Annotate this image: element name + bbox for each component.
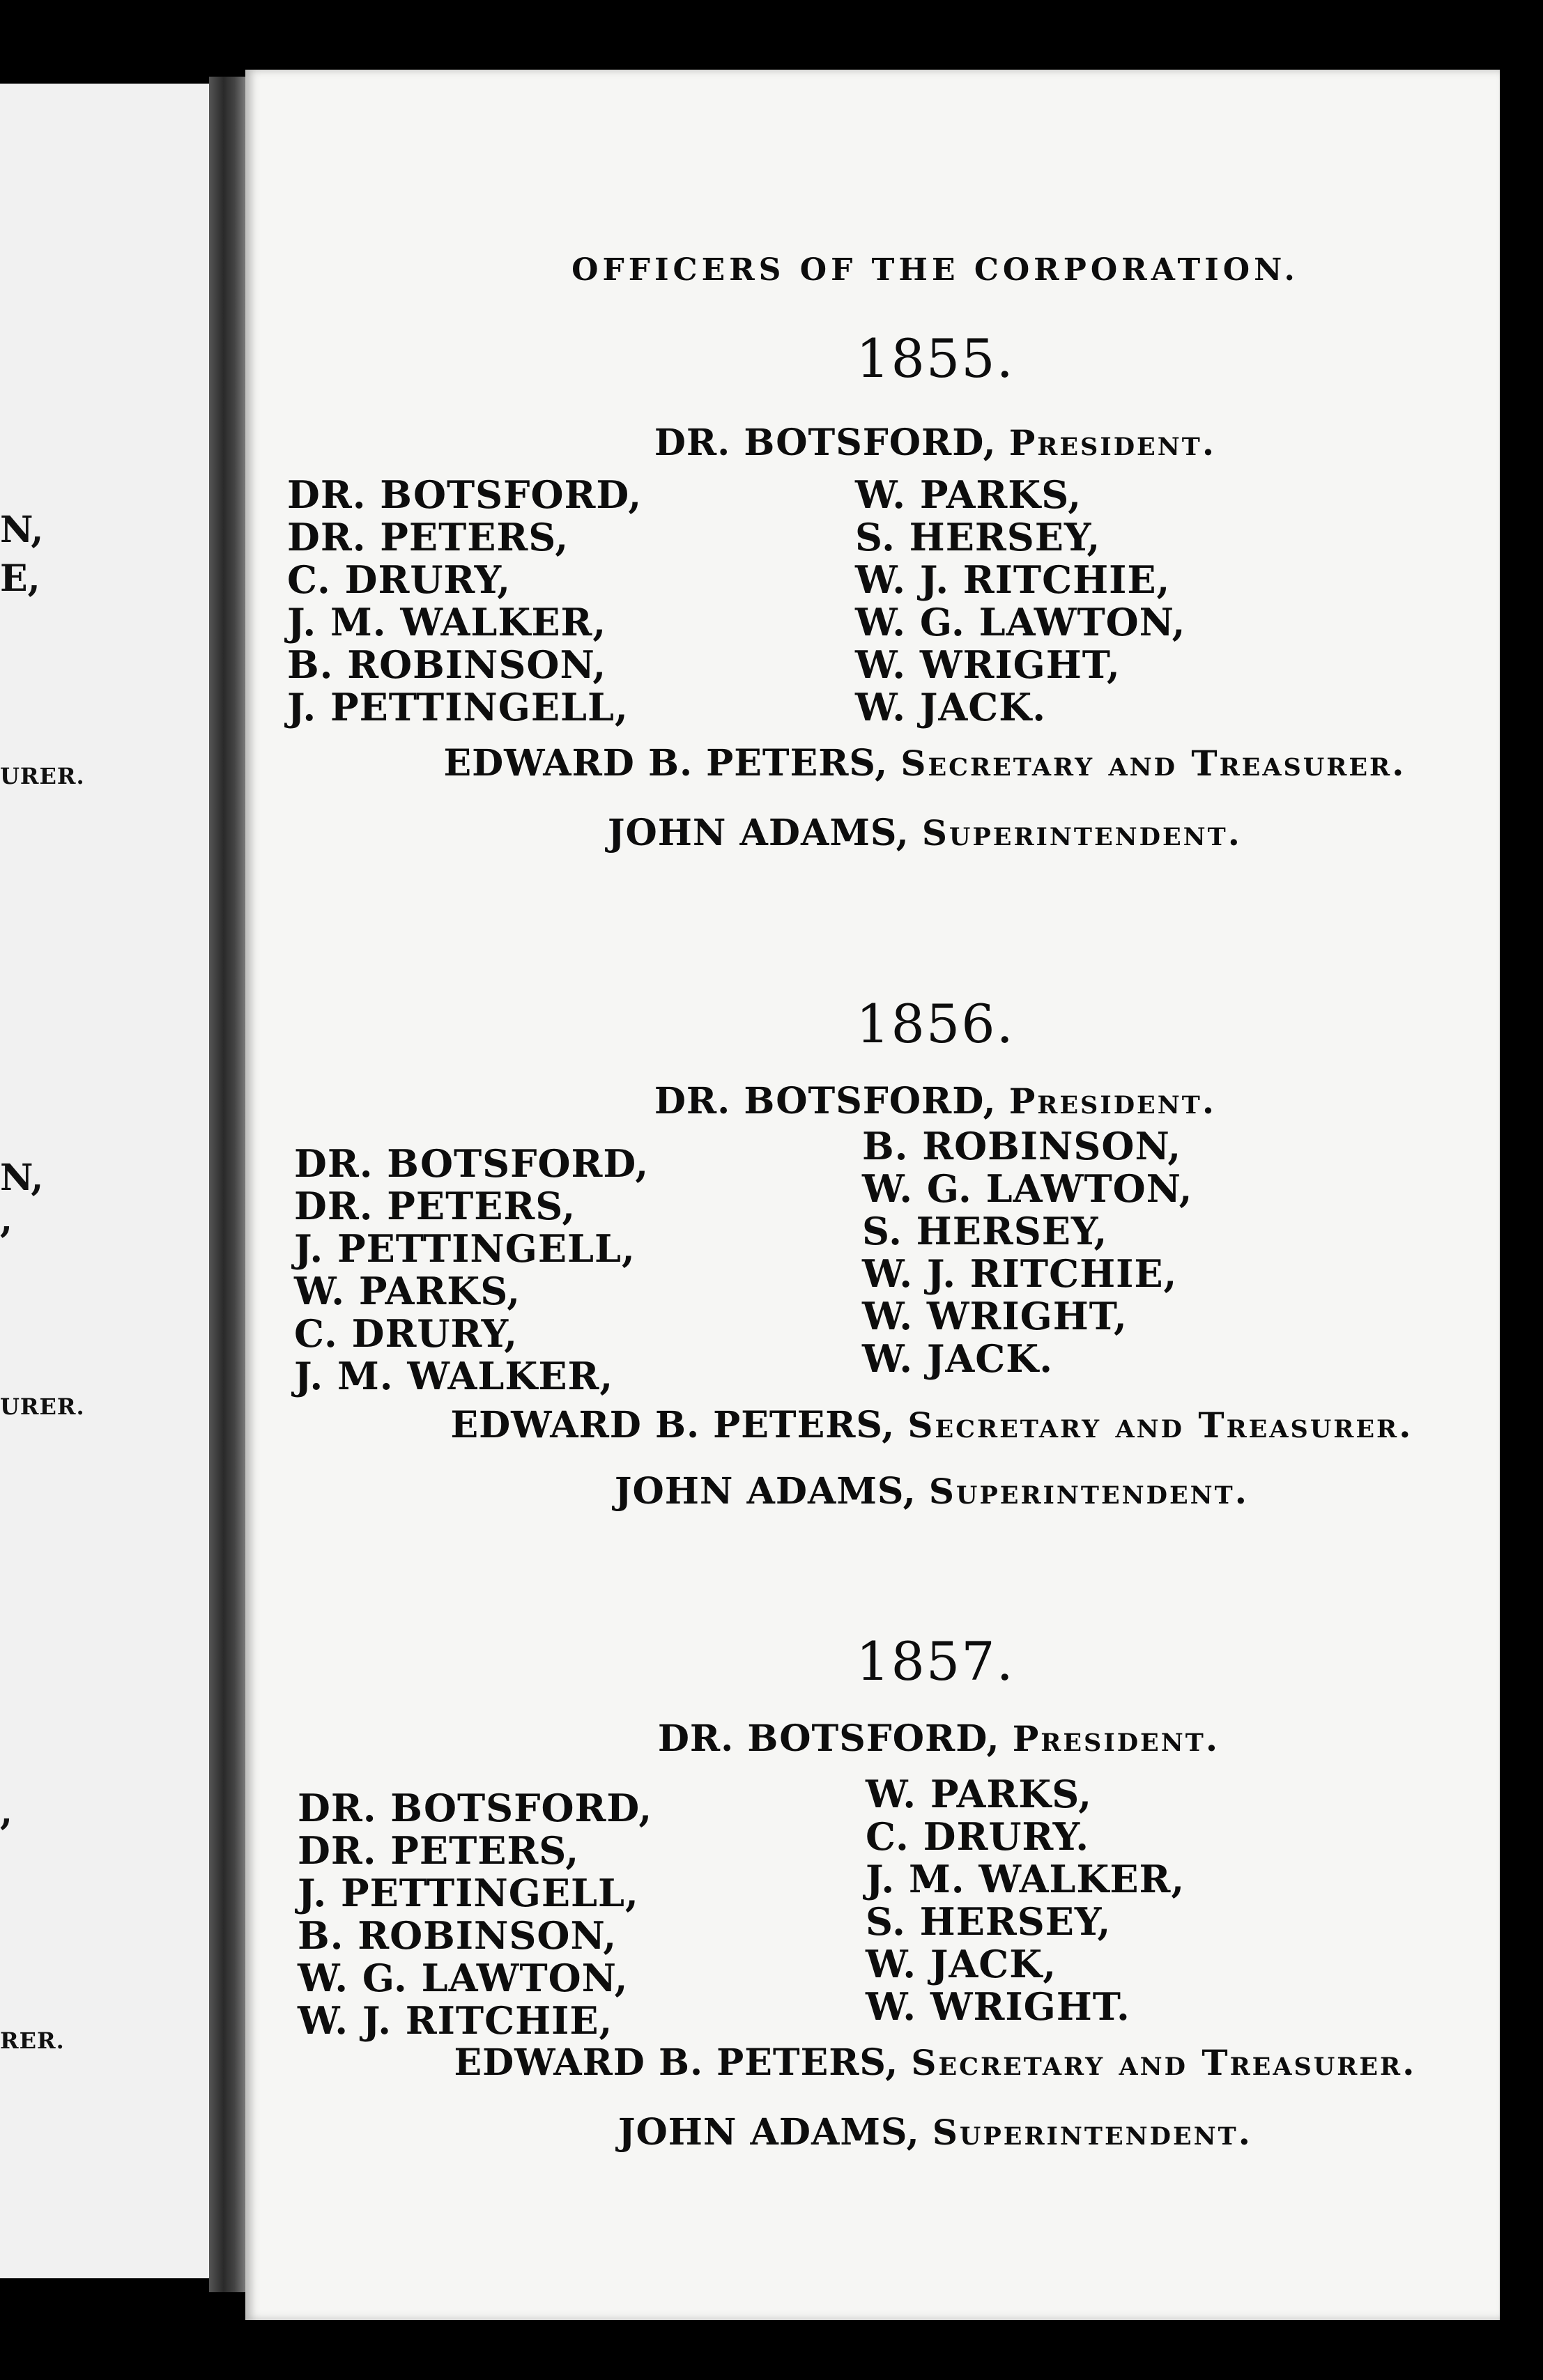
director-name: W. JACK. [862,1336,1053,1381]
left-fragment: , [0,1791,13,1833]
director-name: B. ROBINSON, [298,1913,617,1958]
superintendent-name: JOHN ADAMS, [607,812,909,854]
superintendent-name: JOHN ADAMS, [617,2111,920,2154]
left-fragment: N, [0,1157,44,1199]
director-name: J. M. WALKER, [294,1354,614,1398]
directors-right-column [862,1125,1192,1380]
directors-left-column [287,474,642,729]
left-facing-page [0,84,209,2278]
year-heading: 1855. [856,327,1015,389]
director-name: DR. PETERS, [294,1184,576,1228]
director-name: DR. PETERS, [298,1828,580,1873]
left-page-fragments [0,84,209,2278]
director-name: W. WRIGHT. [866,1984,1130,2029]
director-name: J. PETTINGELL, [287,685,629,729]
year-heading: 1857. [856,1630,1015,1692]
superintendent-line [245,1470,1500,1513]
director-name: J. M. WALKER, [287,600,607,644]
book-binding-gutter [209,77,245,2292]
director-name: J. M. WALKER, [866,1857,1185,1901]
president-line [245,1080,1500,1122]
director-name: W. G. LAWTON, [298,1956,629,2000]
left-fragment: URER. [0,1393,85,1420]
superintendent-title: Superintendent. [921,812,1243,853]
secretary-name: EDWARD B. PETERS, [454,2041,899,2084]
director-name: W. J. RITCHIE, [862,1251,1178,1296]
director-name: J. PETTINGELL, [294,1226,636,1271]
director-name: B. ROBINSON, [862,1124,1182,1168]
director-name: W. G. LAWTON, [855,600,1186,644]
superintendent-line [245,2111,1500,2154]
secretary-line [245,1404,1500,1446]
president-line [245,1717,1500,1760]
director-name: DR. BOTSFORD, [294,1141,650,1186]
director-name: C. DRURY. [866,1814,1090,1859]
director-name: DR. BOTSFORD, [298,1786,653,1830]
secretary-title: Secretary and Treasurer. [911,2042,1417,2083]
directors-right-column [866,1773,1185,2028]
director-name: W. WRIGHT, [855,642,1121,687]
secretary-name: EDWARD B. PETERS, [443,742,889,785]
superintendent-name: JOHN ADAMS, [614,1470,916,1513]
superintendent-line [245,812,1500,854]
secretary-line [245,742,1500,785]
director-name: C. DRURY, [287,557,512,602]
left-fragment: URER. [0,763,85,789]
director-name: DR. BOTSFORD, [287,472,643,517]
director-name: W. G. LAWTON, [862,1166,1193,1211]
secretary-line [245,2041,1500,2084]
president-title: President. [1008,422,1217,463]
directors-left-column [294,1143,649,1398]
director-name: W. PARKS, [294,1269,521,1313]
director-name: DR. PETERS, [287,515,569,559]
superintendent-title: Superintendent. [928,1471,1250,1512]
secretary-name: EDWARD B. PETERS, [450,1404,896,1446]
left-fragment: , [0,1198,13,1241]
left-fragment: E, [0,557,40,600]
document-page [245,70,1500,2320]
directors-right-column [855,474,1185,729]
director-name: W. JACK, [866,1942,1057,1986]
director-name: S. HERSEY, [862,1209,1108,1253]
director-name: W. JACK. [855,685,1046,729]
director-name: S. HERSEY, [866,1899,1112,1944]
secretary-title: Secretary and Treasurer. [900,743,1406,784]
superintendent-title: Superintendent. [932,2112,1253,2153]
directors-left-column [298,1787,652,2042]
left-fragment: N, [0,509,44,551]
president-line [245,422,1500,464]
president-title: President. [1008,1081,1217,1122]
year-heading: 1856. [856,993,1015,1055]
director-name: W. J. RITCHIE, [298,1998,613,2043]
president-title: President. [1012,1718,1220,1759]
director-name: W. J. RITCHIE, [855,557,1171,602]
president-name: DR. BOTSFORD, [654,422,997,464]
director-name: W. PARKS, [866,1772,1093,1816]
president-name: DR. BOTSFORD, [654,1080,997,1122]
left-fragment: RER. [0,2027,65,2054]
director-name: W. WRIGHT, [862,1294,1128,1338]
page-heading: OFFICERS OF THE CORPORATION. [571,252,1299,288]
director-name: J. PETTINGELL, [298,1871,639,1915]
director-name: W. PARKS, [855,472,1082,517]
director-name: S. HERSEY, [855,515,1101,559]
secretary-title: Secretary and Treasurer. [907,1405,1413,1446]
director-name: C. DRURY, [294,1311,519,1356]
director-name: B. ROBINSON, [287,642,607,687]
president-name: DR. BOTSFORD, [657,1717,1000,1760]
